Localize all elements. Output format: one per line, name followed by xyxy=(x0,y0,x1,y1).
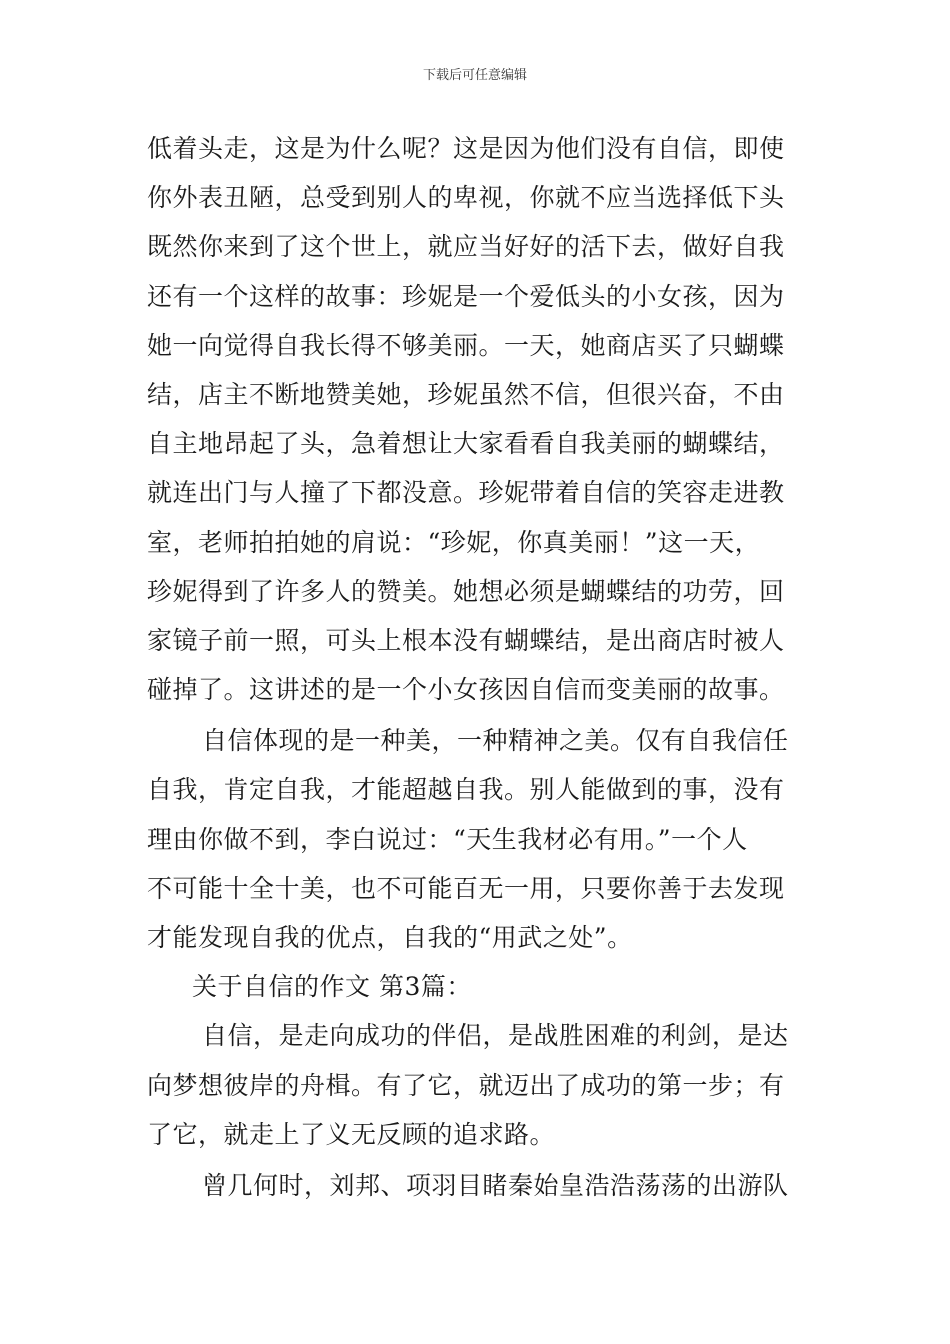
paragraph-start-line: 自信体现的是一种美，一种精神之美。仅有自我信任 xyxy=(202,726,789,756)
paragraph-start-line: 曾几何时，刘邦、项羽目睹秦始皇浩浩荡荡的出游队 xyxy=(202,1170,789,1200)
text-line: 低着头走，这是为什么呢？这是因为他们没有自信，即使 xyxy=(147,134,785,163)
text-line: 还有一个这样的故事：珍妮是一个爱低头的小女孩，因为 xyxy=(147,281,785,311)
text-line: 了它，就走上了义无反顾的追求路。 xyxy=(147,1119,556,1149)
text-line: 室，老师拍拍她的肩说：“珍妮，你真美丽！”这一天， xyxy=(147,527,761,557)
text-line: 就连出门与人撞了下都没意。珍妮带着自信的笑容走进教 xyxy=(147,478,785,508)
text-line: 理由你做不到，李白说过：“天生我材必有用。”一个人 xyxy=(147,824,748,854)
text-line: 碰掉了。这讲述的是一个小女孩因自信而变美丽的故事。 xyxy=(147,675,785,705)
text-line: 结，店主不断地赞美她，珍妮虽然不信，但很兴奋，不由 xyxy=(147,379,785,409)
section-heading: 关于自信的作文 第3篇： xyxy=(192,972,472,1002)
text-line: 自主地昂起了头，急着想让大家看看自我美丽的蝴蝶结， xyxy=(147,429,785,459)
text-line: 才能发现自我的优点，自我的“用武之处”。 xyxy=(147,923,633,952)
page-header: 下载后可任意编辑 xyxy=(422,68,527,83)
text-line: 既然你来到了这个世上，就应当好好的活下去，做好自我 xyxy=(147,232,785,262)
text-line: 她一向觉得自我长得不够美丽。一天，她商店买了只蝴蝶 xyxy=(147,330,785,360)
paragraph-start-line: 自信，是走向成功的伴侣，是战胜困难的利剑，是达 xyxy=(202,1021,789,1051)
text-line: 不可能十全十美，也不可能百无一用，只要你善于去发现 xyxy=(147,873,785,903)
document-body xyxy=(147,124,807,1210)
text-line: 自我，肯定自我，才能超越自我。别人能做到的事，没有 xyxy=(147,775,785,805)
text-line: 向梦想彼岸的舟楫。有了它，就迈出了成功的第一步；有 xyxy=(147,1070,785,1100)
text-line: 珍妮得到了许多人的赞美。她想必须是蝴蝶结的功劳，回 xyxy=(147,576,785,606)
text-line: 你外表丑陋，总受到别人的卑视，你就不应当选择低下头 xyxy=(147,183,785,213)
text-line: 家镜子前一照，可头上根本没有蝴蝶结，是出商店时被人 xyxy=(147,625,785,655)
